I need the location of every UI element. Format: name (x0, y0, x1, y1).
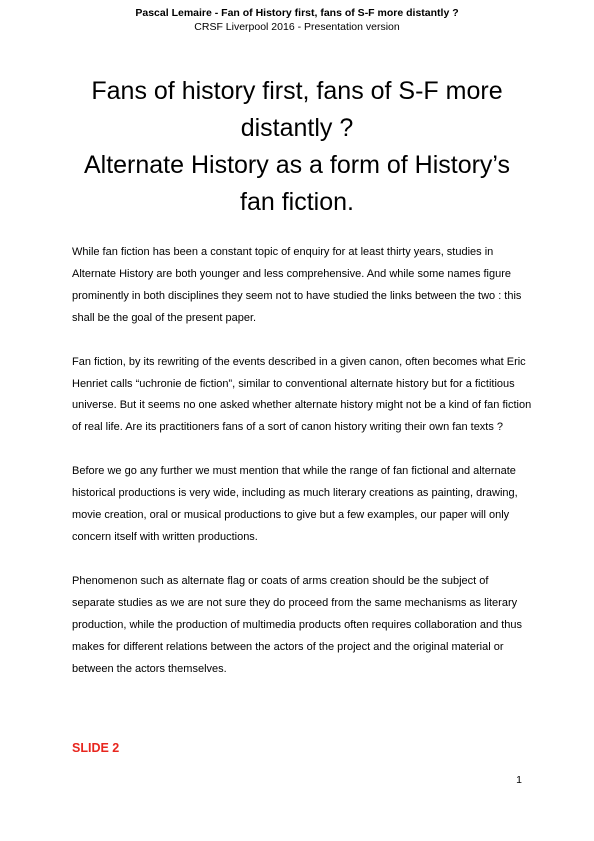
paragraph-intro: While fan fiction has been a constant topic of enquiry for at least thirty years, studies in Alternate History are both younger and less comprehensive. And while some names figure prominently in both disciplines they seem not to have studied the links between the two : this shall be the goal of the present paper. (72, 246, 522, 324)
title-line-3: Alternate History as a form of History’s (83, 151, 511, 179)
title-line-2: distantly ? (240, 114, 354, 142)
title-line-1: Fans of history first, fans of S-F more (91, 77, 503, 105)
header-author-title: Pascal Lemaire - Fan of History first, fans of S-F more distantly ? (135, 7, 459, 19)
title-line-4: fan fiction. (240, 188, 354, 216)
page-header (0, 6, 594, 34)
document-title (60, 73, 534, 221)
body-text (72, 242, 532, 702)
slide-label: SLIDE 2 (72, 741, 120, 755)
header-conference: CRSF Liverpool 2016 - Presentation version (194, 21, 400, 33)
page-number: 1 (516, 774, 522, 786)
paragraph-scope: Before we go any further we must mention that while the range of fan fictional and alternate historical productions is very wide, including as much literary creations as painting, drawing, movie creation, oral or musical productions to give but a few examples, our paper will only concern itself with written productions. (72, 465, 518, 543)
paragraph-phenomenon: Phenomenon such as alternate flag or coats of arms creation should be the subject of separate studies as we are not sure they do proceed from the same mechanisms as literary production, while the production of multimedia products often requires collaboration and thus makes for different relations between the actors of the project and the original material or between the actors themselves. (72, 574, 523, 675)
paragraph-fan-fiction: Fan fiction, by its rewriting of the events described in a given canon, often becomes what Eric Henriet calls “uchronie de fiction”, similar to conventional alternate history but for a fictitious universe. But it seems no one asked whether alternate history might not be a kind of fan fiction of real life. Are its practitioners fans of a sort of canon history writing their own fan texts ? (72, 355, 532, 434)
